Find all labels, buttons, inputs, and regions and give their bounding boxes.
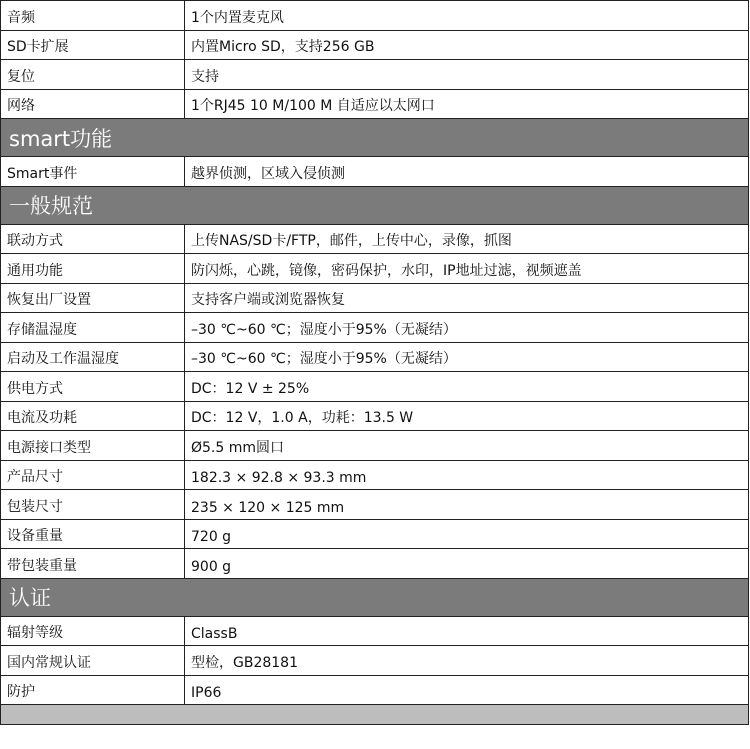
spec-row [1,60,749,90]
spec-label: 供电方式 [1,372,185,402]
section-title: 一般规范 [1,186,749,224]
spec-row [1,519,749,549]
spec-label: 电流及功耗 [1,401,185,431]
spec-value: 型检，GB28181 [185,646,749,676]
spec-label: 包装尺寸 [1,490,185,520]
spec-row [1,157,749,187]
spec-row [1,490,749,520]
spec-row [1,313,749,343]
spec-row [1,342,749,372]
spec-value: 1个RJ45 10 M/100 M 自适应以太网口 [185,89,749,119]
spec-label: Smart事件 [1,157,185,187]
spec-label: 设备重量 [1,519,185,549]
spec-row [1,646,749,676]
spec-value: Ø5.5 mm圆口 [185,431,749,461]
section-title-cut-off [1,705,749,725]
spec-label: 音频 [1,1,185,31]
spec-row [1,460,749,490]
spec-row [1,431,749,461]
spec-label: 通用功能 [1,254,185,284]
spec-value: 防闪烁，心跳，镜像，密码保护，水印，IP地址过滤，视频遮盖 [185,254,749,284]
section-title: smart功能 [1,119,749,157]
section-title: 认证 [1,578,749,616]
spec-label: 联动方式 [1,224,185,254]
spec-row [1,549,749,579]
spec-value: ClassB [185,616,749,646]
section-header-smart [1,119,749,157]
spec-row [1,30,749,60]
spec-row [1,1,749,31]
spec-label: 带包装重量 [1,549,185,579]
spec-value: 支持 [185,60,749,90]
spec-label: 产品尺寸 [1,460,185,490]
spec-value: 支持客户端或浏览器恢复 [185,283,749,313]
spec-value: 1个内置麦克风 [185,1,749,31]
spec-value: DC：12 V ± 25% [185,372,749,402]
spec-label: SD卡扩展 [1,30,185,60]
spec-value: DC：12 V，1.0 A，功耗：13.5 W [185,401,749,431]
spec-value: 182.3 × 92.8 × 93.3 mm [185,460,749,490]
spec-row [1,254,749,284]
spec-label: 电源接口类型 [1,431,185,461]
spec-value: 上传NAS/SD卡/FTP，邮件，上传中心，录像，抓图 [185,224,749,254]
section-header-certification [1,578,749,616]
spec-value: IP66 [185,675,749,705]
spec-value: 235 × 120 × 125 mm [185,490,749,520]
section-header-next [1,705,749,725]
spec-row [1,224,749,254]
spec-row [1,675,749,705]
spec-label: 恢复出厂设置 [1,283,185,313]
spec-label: 防护 [1,675,185,705]
spec-label: 网络 [1,89,185,119]
spec-label: 辐射等级 [1,616,185,646]
spec-table-body [1,1,749,725]
spec-value: 900 g [185,549,749,579]
spec-label: 复位 [1,60,185,90]
spec-row [1,283,749,313]
spec-label: 存储温湿度 [1,313,185,343]
section-header-general [1,186,749,224]
spec-row [1,616,749,646]
spec-value: 720 g [185,519,749,549]
spec-row [1,401,749,431]
spec-value: –30 ℃~60 ℃；湿度小于95%（无凝结） [185,313,749,343]
spec-label: 国内常规认证 [1,646,185,676]
spec-label: 启动及工作温湿度 [1,342,185,372]
spec-value: –30 ℃~60 ℃；湿度小于95%（无凝结） [185,342,749,372]
spec-row [1,89,749,119]
spec-value: 内置Micro SD，支持256 GB [185,30,749,60]
spec-value: 越界侦测，区域入侵侦测 [185,157,749,187]
spec-row [1,372,749,402]
